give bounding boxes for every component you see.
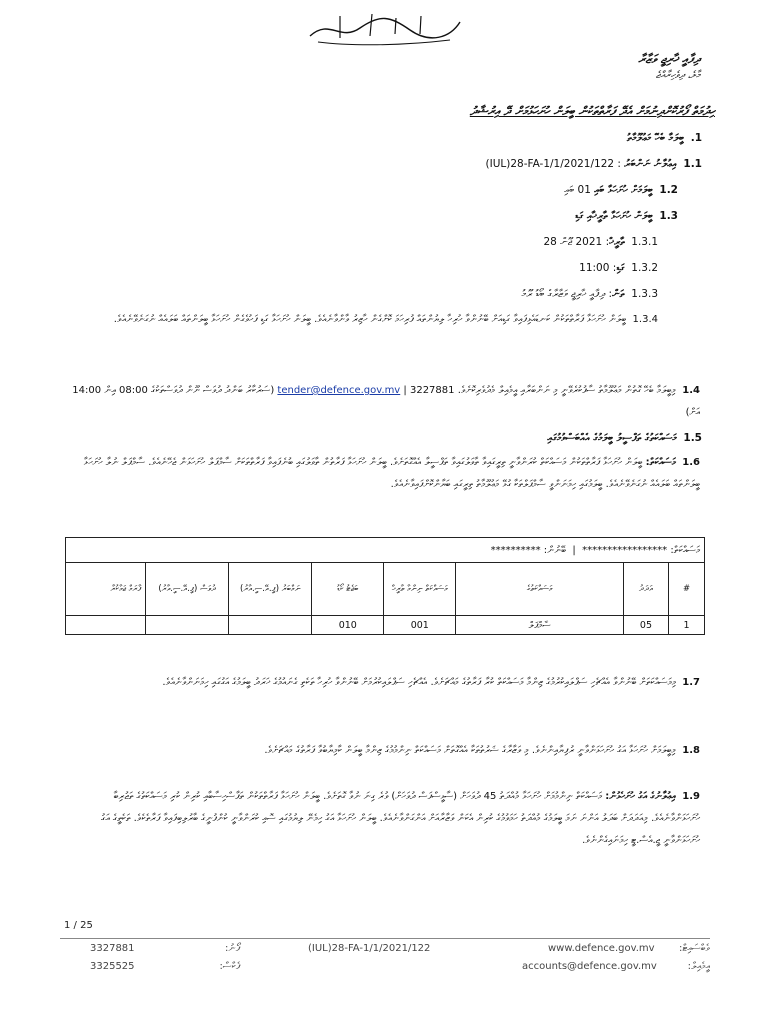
announcement-number: (IUL)28-FA-1/1/2021/122	[485, 158, 615, 170]
item-number: 1.3.1	[631, 236, 658, 248]
item-label: ގަޑި	[616, 262, 625, 274]
table-header-stars: **********	[490, 544, 541, 556]
table-cell: 001	[384, 616, 456, 635]
item-label: ބީލަން ހުށަހަޅާ ތާރީޚާއި ގަޑި	[575, 210, 653, 222]
venue-value: ދިފާއީ ޚާރިޖީ ވަޒާރާގެ ބޯޑު ރޫމު	[521, 288, 606, 300]
bismillah-calligraphy	[300, 8, 470, 48]
section-number: 1.	[690, 132, 702, 144]
item-number: 1.7	[682, 677, 700, 688]
item-1-3-1: 1.3.1 ތާރީޚް: 2021 ޖޫން 28	[543, 236, 658, 248]
column-header: ބަޖެޓު ކޯޑު	[312, 563, 384, 616]
table-cell: 010	[312, 616, 384, 635]
table-cell: 05	[623, 616, 668, 635]
table-cell	[145, 616, 228, 635]
item-number: 1.3	[659, 210, 678, 222]
footer-reference: (IUL)28-FA-1/1/2021/122	[308, 943, 431, 954]
item-1-4: 1.4 މިބީލަމާ ބެހޭ ގޮތުން މަޢުލޫމާތު ސާފުކުރެވޭނީ މި ނަންބަރާއި އީމެއިލް މެދުވެރިކޮށެވެ. tender@defence.gov.mv | 3227881 (ސަރުކާރު ބަންދު ދުވަސް ނޫން ދުވަސްތަކުގެ 08:00 އިން 14:00 އަށް)	[72, 385, 700, 418]
item-number: 1.3.2	[631, 262, 658, 274]
tender-email-link[interactable]: tender@defence.gov.mv	[277, 385, 401, 396]
item-1-6	[64, 452, 700, 496]
item-text: މިބީލަމާ ބެހޭ ގޮތުން މަޢުލޫމާތު ސާފުކުރެވޭނީ މި ނަންބަރާއި އީމެއިލް މެދުވެރިކޮށެވެ.	[457, 385, 676, 396]
item-1-2	[564, 179, 678, 201]
footer-phone-label: ފޯނު:	[225, 943, 240, 954]
table-cell	[66, 616, 146, 635]
column-header: އަދަދު	[623, 563, 668, 616]
section-title: ބީލަމާ ބެހޭ މަޢުލޫމާތު	[626, 132, 684, 144]
item-number: 1.6	[682, 457, 700, 468]
table-header-label: މަސައްކަތް:	[670, 544, 700, 556]
footer-email-label: އީމެއިލް:	[687, 961, 710, 972]
section-1-heading	[627, 127, 702, 149]
item-number: 1.4	[682, 385, 700, 396]
column-header: #	[669, 563, 705, 616]
item-label: ތަން	[612, 288, 625, 300]
item-label: އިޢުލާނުގެ އަގު ހުށަހެޅުން:	[605, 791, 676, 802]
footer-website-link[interactable]: www.defence.gov.mv	[548, 943, 655, 954]
footer-divider	[60, 938, 710, 939]
item-number: 1.5	[683, 432, 702, 444]
column-header: ނަމްބަރު (ޕީ.އޭ.ސީ.އާރު)	[229, 563, 312, 616]
item-1-3	[575, 205, 678, 227]
item-1-5	[547, 427, 702, 449]
item-number: 1.3.4	[632, 314, 658, 325]
organization-location: މާލެ، ދިވެހިރާއްޖެ	[655, 70, 700, 81]
table-cell: 1	[669, 616, 705, 635]
contact-phone: 3227881	[409, 385, 455, 396]
item-number: 1.8	[682, 745, 700, 756]
works-table	[65, 537, 705, 635]
office-hours: (ސަރުކާރު ބަންދު ދުވަސް ނޫން ދުވަސްތަކުގެ 08:00 އިން 14:00 އަށް)	[72, 385, 700, 418]
table-row	[66, 616, 705, 635]
item-1-3-4	[64, 309, 658, 331]
time-value: 11:00	[579, 262, 610, 274]
column-header: ފާރަމް ޖަމާކުރާ	[66, 563, 146, 616]
date-value: 2021 ޖޫން 28	[543, 236, 603, 248]
item-1-7	[64, 672, 700, 694]
page-number: 1 / 25	[64, 920, 93, 931]
footer-website-label: ވެބްސައިޓް:	[678, 943, 710, 954]
document-title: ހިދުމަތް ފޯރުކޮށްދިނުމަށް އެދޭ ފަރާތްތަކުން ބީލަން ހުށަހަޅުމަށް ދޭ އިރުޝާދު	[469, 104, 715, 118]
item-label: ބީލަމަށް ހުށަހަޅާ ބައި	[594, 184, 653, 196]
item-label: ތާރީޚް	[609, 236, 625, 248]
item-1-1: 1.1 އިޢުލާނު ނަންބަރު : (IUL)28-FA-1/1/2021/122	[485, 158, 702, 170]
table-cell: ސާމްޕަލް	[456, 616, 623, 635]
table-column-headers	[66, 563, 705, 616]
table-cell	[229, 616, 312, 635]
item-text: ބީލަން ހުށަހަޅާ ފަރާތްތަކުން ކަނޑައެޅިފައިވާ ގަޑިއަށް ބޭނުންވާ ހުރިހާ ލިޔުންތައް ފުރިހަމަ ކޮށްގެން ހާޒިރު ވާންވާނެއެވެ. ބީލަން ހުށަހަޅާ ގަޑި ފަހުވެގެން ހުށަހަޅާ ބީލަންތައް ބަލައެއް ނުގަނެވޭނެއެވެ.	[113, 314, 627, 325]
item-number: 1.2	[659, 184, 678, 196]
item-text: ބީލަން ހުށަހަޅާ ފަރާތްތަކުން މަސައްކަތް ކުރަންވާނީ ތިރީގައިވާ ތާވަލުގައިވާ ތަފްސީލާ އެއްގޮތަށެވެ. ބީލަން ހުށަހަޅާ ފަރާތުން ތާވަލުގައި ބުނެފައިވާ ފަރާތްތަކަށް ސާމްޕަލް ހުށަހަޅަން ޖެހޭނެއެވެ. ސާމްޕަލް ނުލާ ހުށަހަޅާ ބީލަންތައް ބަލައެއް ނުގަނެވޭނެއެވެ. ބީލަމުގައި ހިމަނަންވީ ސާމްޕަލްތަކާ ގުޅޭ މަޢުލޫމާތު ތިރީގައި ބަޔާންކޮށްފައިވާނެއެވެ.	[83, 457, 700, 490]
table-header-stars: *****************	[582, 544, 668, 556]
organization-name: ދިފާއީ ޚާރިޖީ ވަޒާރާ	[638, 52, 700, 66]
footer-email-link[interactable]: accounts@defence.gov.mv	[522, 961, 657, 972]
item-1-3-2: 1.3.2 ގަޑި: 11:00	[579, 262, 658, 274]
item-number: 1.1	[683, 158, 702, 170]
item-1-8	[64, 740, 700, 762]
table-header-sep: ބޭނުން:	[543, 544, 567, 556]
item-label: އިޢުލާނު ނަންބަރު	[624, 158, 677, 170]
item-number: 1.3.3	[631, 288, 658, 300]
item-text: މަސައްކަތް ނިންމުމަށް ހުށަހަޅާ މުއްދަތު 45 ދުވަހަށް (ސާޅީސްފަސް ދުވަހަށް) ވުރެ ގިނަ ނުވާ ގޮތަށެވެ. ބީލަން ހުށަހަޅާ ފަރާތްތަކުން ތަފާސްހިސާބާއި ކުރިން ކުރި މަސައްކަތުގެ ތަޖުރިބާ ހުށަހަޅަންވާނެއެވެ. މިއަދަދަށް ބަދަލު އަންނަ ނަމަ ބީލަމުގެ މުއްދަތު ހަމަވުމުގެ ކުރިން އެކަން ވަޒާރާއަށް އަންގަންވާނެއެވެ. ބީލަން ހުށަހަޅާ އަގު ހިމެނޭ ލިޔުމުގައި ސޮއި ކުރަންވާނީ ކުންފުނީގެ ބާރުލިބިފައިވާ ފަރާތެކެވެ. ތަކެތީގެ އަގު ހުށަހަޅަންވާނީ ޖީ.އެސް.ޓީ ހިމަނައިގެންނެވެ.	[100, 791, 700, 846]
footer-fax-label: ފެކްސް:	[219, 961, 240, 972]
item-value: 01 ބައި	[564, 184, 591, 196]
column-header: މަސައްކަތުގެ	[456, 563, 623, 616]
footer-phone: 3327881	[90, 943, 135, 954]
item-label: މަސައްކަތް:	[645, 457, 676, 468]
column-header: ދުވަސް (ޕީ.އޭ.ސީ.އާރު)	[145, 563, 228, 616]
item-number: 1.9	[682, 791, 700, 802]
item-1-3-3: 1.3.3 ތަން: ދިފާއީ ޚާރިޖީ ވަޒާރާގެ ބޯޑު ރޫމު	[521, 288, 658, 300]
item-text: މިމަސައްކަތަށް ބޭނުންވާ އެއްޗެހި ސަޕްލައިކުރުމުގެ ޒިންމާ މަސައްކަތް ކުރާ ފަރާތުގެ މައްޗަށެވެ. އެއްޗެހި ސަޕްލައިކުރުމަށް ބޭނުންވާ ހުރިހާ ތަކެތި ގެނައުމުގެ ޚަރަދު ބީލަމުގެ އަގުގައި ހިމަނަންވާނެއެވެ.	[162, 677, 676, 688]
item-text: މަސައްކަތުގެ ތަފްސީލު ބީލަމުގެ އެއްބަސްވުމުގައި	[547, 432, 677, 444]
item-text: މިބީލަމަށް ހުށަހަޅާ އަގު ހުށަހަޅަންވާނީ ރުފިޔާއިންނެވެ. މި ވަޒާރާގެ ޝަރުތުތަކާ އެއްގޮތަށް މަސައްކަތް ނިންމުމުގެ ޒިންމާ ބީލަން ކާމިޔާބުވާ ފަރާތުގެ މައްޗަށެވެ.	[264, 745, 676, 756]
column-header: މަސައްކަތް ނިންމާ ތާރީޚް	[384, 563, 456, 616]
item-1-9	[64, 786, 700, 852]
footer-fax: 3325525	[90, 961, 135, 972]
table-header-cell: މަސައްކަތް: ***************** | ބޭނުން: **********	[66, 538, 705, 563]
